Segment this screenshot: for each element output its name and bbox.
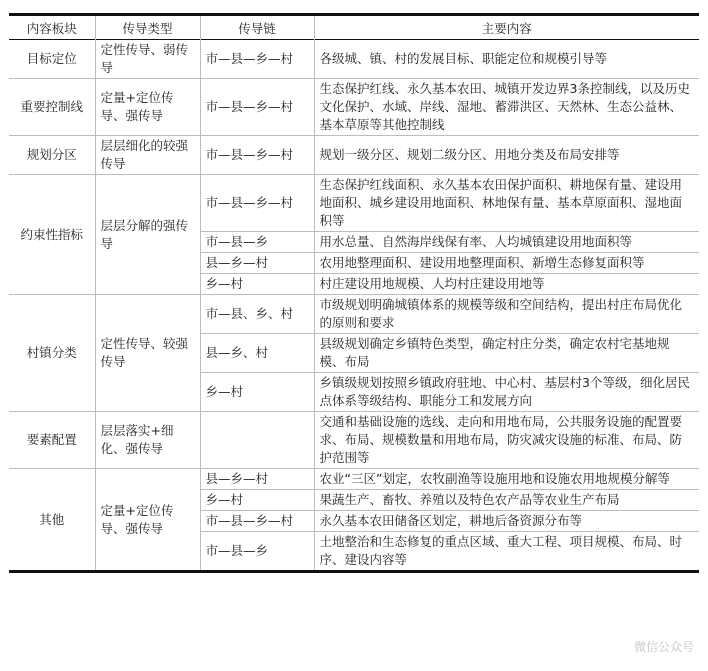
cell-chain: 市—县—乡—村 <box>200 511 314 532</box>
header-type: 传导类型 <box>95 15 200 40</box>
cell-section: 要素配置 <box>9 412 95 469</box>
cell-type: 层层分解的强传导 <box>95 175 200 295</box>
cell-chain: 县—乡—村 <box>200 469 314 490</box>
table-row <box>9 136 699 175</box>
cell-content: 县级规划确定乡镇特色类型，确定村庄分类，确定农村宅基地规模、布局 <box>314 334 699 373</box>
table-header-row <box>9 15 699 40</box>
cell-chain <box>200 412 314 469</box>
cell-type: 层层落实+细化、强传导 <box>95 412 200 469</box>
cell-chain: 市—县—乡—村 <box>200 79 314 136</box>
cell-type: 定性传导、较强传导 <box>95 295 200 412</box>
cell-content: 土地整治和生态修复的重点区域、重大工程、项目规模、布局、时序、建设内容等 <box>314 532 699 572</box>
cell-content: 交通和基础设施的选线、走向和用地布局，公共服务设施的配置要求、布局、规模数量和用地布局，防灾减灾设施的标准、布局、防护范围等 <box>314 412 699 469</box>
cell-section: 其他 <box>9 469 95 572</box>
cell-content: 市级规划明确城镇体系的规模等级和空间结构，提出村庄布局优化的原则和要求 <box>314 295 699 334</box>
cell-content: 各级城、镇、村的发展目标、职能定位和规模引导等 <box>314 40 699 79</box>
table-row <box>9 412 699 469</box>
table-row <box>9 175 699 232</box>
cell-content: 农业“三区”划定，农牧副渔等设施用地和设施农用地规模分解等 <box>314 469 699 490</box>
cell-content: 永久基本农田储备区划定，耕地后备资源分布等 <box>314 511 699 532</box>
cell-content: 生态保护红线面积、永久基本农田保护面积、耕地保有量、建设用地面积、城乡建设用地面积、林地保有量、基本草原面积、湿地面积等 <box>314 175 699 232</box>
cell-content: 用水总量、自然海岸线保有率、人均城镇建设用地面积等 <box>314 232 699 253</box>
cell-content: 乡镇级规划按照乡镇政府驻地、中心村、基层村3个等级，细化居民点体系等级结构、职能分工和发展方向 <box>314 373 699 412</box>
cell-chain: 乡—村 <box>200 373 314 412</box>
cell-section: 重要控制线 <box>9 79 95 136</box>
cell-content: 果蔬生产、畜牧、养殖以及特色农产品等农业生产布局 <box>314 490 699 511</box>
cell-content: 规划一级分区、规划二级分区、用地分类及布局安排等 <box>314 136 699 175</box>
planning-transmission-table <box>9 13 699 573</box>
table-row <box>9 295 699 334</box>
cell-content: 生态保护红线、永久基本农田、城镇开发边界3条控制线，以及历史文化保护、水域、岸线、湿地、蓄滞洪区、天然林、生态公益林、基本草原等其他控制线 <box>314 79 699 136</box>
cell-section: 村镇分类 <box>9 295 95 412</box>
cell-chain: 市—县—乡—村 <box>200 175 314 232</box>
cell-type: 定量+定位传导、强传导 <box>95 469 200 572</box>
cell-chain: 市—县—乡—村 <box>200 40 314 79</box>
table-row <box>9 469 699 490</box>
cell-chain: 乡—村 <box>200 490 314 511</box>
cell-chain: 市—县、乡、村 <box>200 295 314 334</box>
cell-content: 村庄建设用地规模、人均村庄建设用地等 <box>314 274 699 295</box>
cell-type: 定量+定位传导、强传导 <box>95 79 200 136</box>
cell-chain: 县—乡、村 <box>200 334 314 373</box>
cell-type: 层层细化的较强传导 <box>95 136 200 175</box>
cell-section: 规划分区 <box>9 136 95 175</box>
cell-chain: 县—乡—村 <box>200 253 314 274</box>
cell-chain: 市—县—乡 <box>200 232 314 253</box>
cell-section: 目标定位 <box>9 40 95 79</box>
table-row <box>9 79 699 136</box>
header-content: 主要内容 <box>481 20 532 36</box>
cell-chain: 市—县—乡—村 <box>200 136 314 175</box>
watermark: 微信公众号 <box>633 640 694 654</box>
cell-section: 约束性指标 <box>9 175 95 295</box>
table-body <box>9 40 699 572</box>
table-container <box>9 13 699 573</box>
cell-chain: 乡—村 <box>200 274 314 295</box>
cell-type: 定性传导、弱传导 <box>95 40 200 79</box>
cell-chain: 市—县—乡 <box>200 532 314 572</box>
header-chain: 传导链 <box>200 15 314 40</box>
header-section: 内容板块 <box>9 15 95 40</box>
table-row <box>9 40 699 79</box>
cell-content: 农用地整理面积、建设用地整理面积、新增生态修复面积等 <box>314 253 699 274</box>
